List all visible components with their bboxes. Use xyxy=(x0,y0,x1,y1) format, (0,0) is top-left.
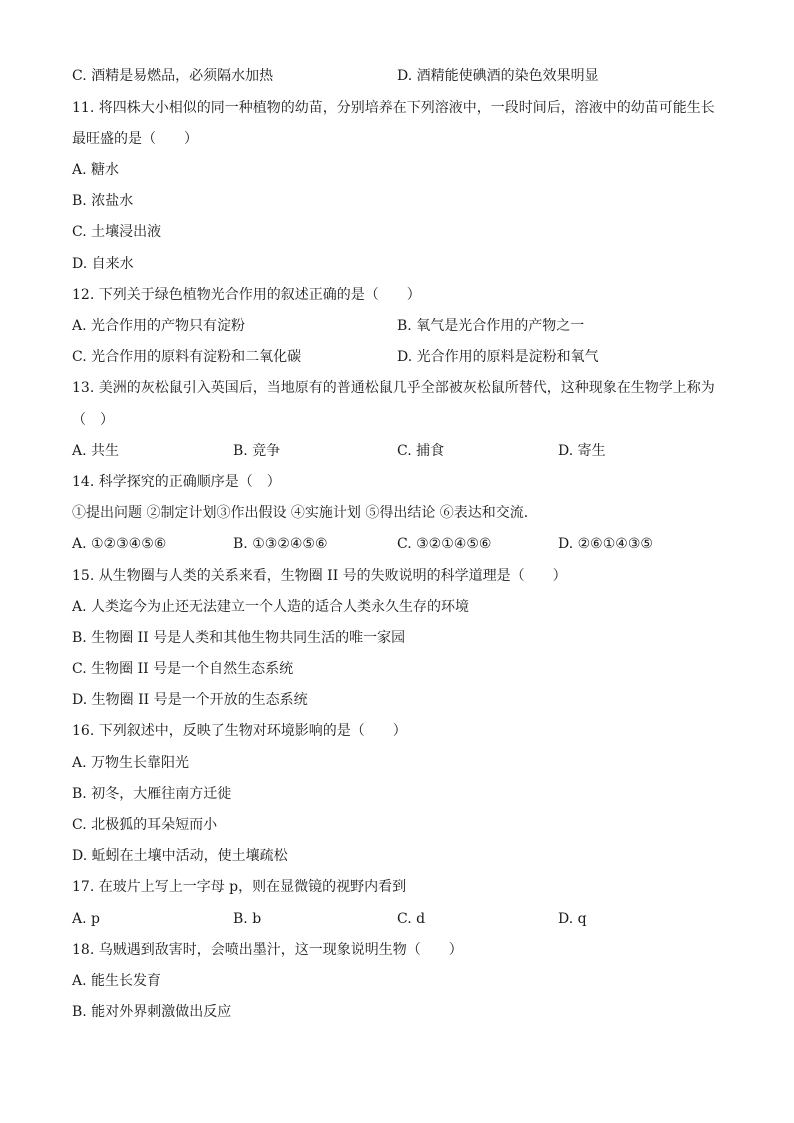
question-13-stem: 13. 美洲的灰松鼠引入英国后，当地原有的普通松鼠几乎全部被灰松鼠所替代，这种现象在生物学上称为 xyxy=(72,380,715,396)
question-14-option-c: C. ③②①④⑤⑥ xyxy=(397,536,492,552)
question-14-stem: 14. 科学探究的正确顺序是（ ） xyxy=(72,474,281,490)
question-13-option-c: C. 捕食 xyxy=(397,443,445,459)
question-17-option-b: B. b xyxy=(233,911,262,927)
question-16-option-d: D. 蚯蚓在土壤中活动，使土壤疏松 xyxy=(72,848,288,864)
question-16-option-b: B. 初冬，大雁往南方迁徙 xyxy=(72,786,232,802)
question-15-stem: 15. 从生物圈与人类的关系来看，生物圈 II 号的失败说明的科学道理是（ ） xyxy=(72,568,567,584)
question-15-option-b: B. 生物圈 II 号是人类和其他生物共同生活的唯一家园 xyxy=(72,630,406,646)
question-12-option-b: B. 氧气是光合作用的产物之一 xyxy=(397,318,585,334)
question-13-stem-cont: （ ） xyxy=(72,412,114,428)
question-12-option-a: A. 光合作用的产物只有淀粉 xyxy=(72,318,246,334)
question-18-option-a: A. 能生长发育 xyxy=(72,973,162,989)
question-15-option-c: C. 生物圈 II 号是一个自然生态系统 xyxy=(72,661,294,677)
question-11-option-d: D. 自来水 xyxy=(72,256,134,272)
question-14-steps: ①提出问题 ②制定计划③作出假设 ④实施计划 ⑤得出结论 ⑥表达和交流． xyxy=(72,505,538,521)
option-c-prev: C. 酒精是易燃品，必须隔水加热 xyxy=(72,68,274,84)
question-14-option-a: A. ①②③④⑤⑥ xyxy=(72,536,167,552)
question-12-stem: 12. 下列关于绿色植物光合作用的叙述正确的是（ ） xyxy=(72,287,421,303)
question-11-option-a: A. 糖水 xyxy=(72,162,120,178)
question-11-option-c: C. 土壤浸出液 xyxy=(72,224,162,240)
question-13-option-d: D. 寄生 xyxy=(558,443,606,459)
question-14-option-b: B. ①③②④⑤⑥ xyxy=(233,536,328,552)
option-d-prev: D. 酒精能使碘酒的染色效果明显 xyxy=(397,68,599,84)
question-17-option-d: D. q xyxy=(558,911,587,927)
question-11-option-b: B. 浓盐水 xyxy=(72,193,134,209)
question-12-option-d: D. 光合作用的原料是淀粉和氧气 xyxy=(397,349,599,365)
question-18-stem: 18. 乌贼遇到敌害时，会喷出墨汁，这一现象说明生物（ ） xyxy=(72,942,463,958)
question-15-option-d: D. 生物圈 II 号是一个开放的生态系统 xyxy=(72,692,308,708)
question-16-stem: 16. 下列叙述中，反映了生物对环境影响的是（ ） xyxy=(72,723,407,739)
question-16-option-c: C. 北极狐的耳朵短而小 xyxy=(72,817,218,833)
question-14-option-d: D. ②⑥①④③⑤ xyxy=(558,536,653,552)
question-12-option-c: C. 光合作用的原料有淀粉和二氧化碳 xyxy=(72,349,302,365)
question-13-option-b: B. 竞争 xyxy=(233,443,281,459)
question-17-option-c: C. d xyxy=(397,911,426,927)
question-11-stem: 11. 将四株大小相似的同一种植物的幼苗，分别培养在下列溶液中，一段时间后，溶液中的幼苗可能生长 xyxy=(72,100,715,116)
question-17-stem: 17. 在玻片上写上一字母 p，则在显微镜的视野内看到 xyxy=(72,879,407,895)
question-11-stem-cont: 最旺盛的是（ ） xyxy=(72,131,198,147)
question-13-option-a: A. 共生 xyxy=(72,443,120,459)
question-16-option-a: A. 万物生长靠阳光 xyxy=(72,755,190,771)
question-17-option-a: A. p xyxy=(72,911,100,927)
question-15-option-a: A. 人类迄今为止还无法建立一个人造的适合人类永久生存的环境 xyxy=(72,599,470,615)
question-18-option-b: B. 能对外界刺激做出反应 xyxy=(72,1004,232,1020)
